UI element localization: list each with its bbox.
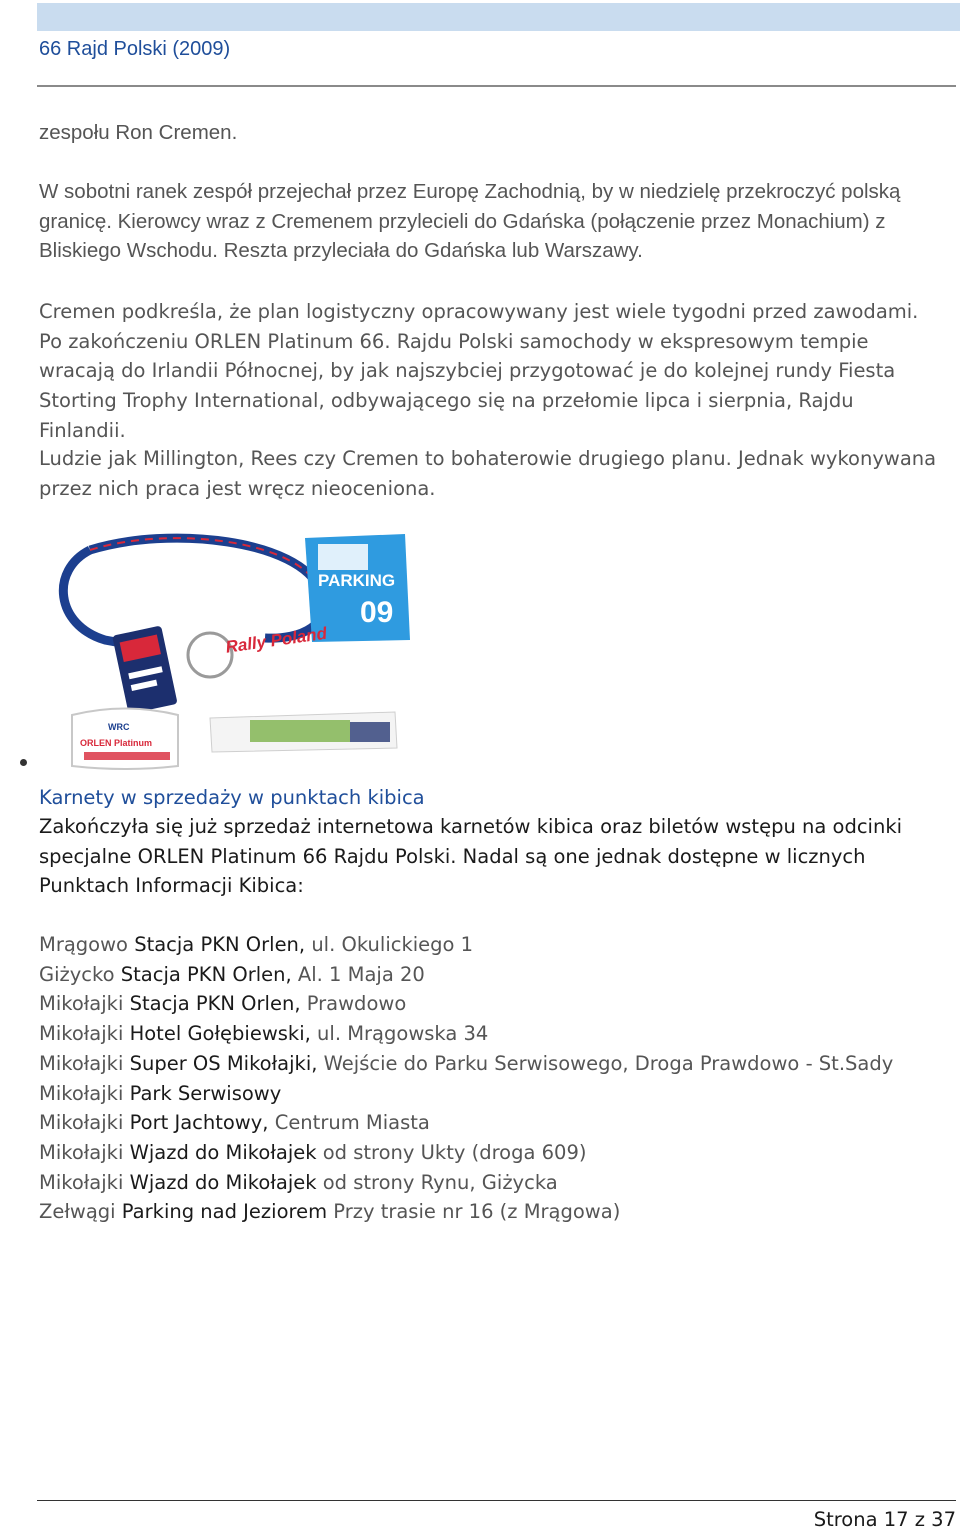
point-town: Mikołajki bbox=[39, 992, 130, 1016]
plate-badge: WRC bbox=[108, 722, 130, 732]
point-name: Park Serwisowy bbox=[129, 1081, 282, 1105]
list-item bbox=[39, 960, 893, 990]
point-town: Mikołajki bbox=[39, 1140, 130, 1164]
list-item bbox=[39, 1197, 893, 1227]
point-name: Stacja PKN Orlen, bbox=[120, 962, 292, 986]
list-item bbox=[39, 989, 893, 1019]
point-name: Hotel Gołębiewski, bbox=[129, 1022, 311, 1046]
point-detail: od strony Rynu, Giżycka bbox=[316, 1170, 558, 1194]
point-detail: ul. Okulickiego 1 bbox=[305, 933, 474, 956]
point-name: Port Jachtowy, bbox=[129, 1111, 269, 1135]
point-name: Wjazd do Mikołajek bbox=[129, 1140, 317, 1164]
point-detail: Wejście do Parku Serwisowego, Droga Prawdowo - St.Sady bbox=[317, 1051, 894, 1075]
point-detail: Al. 1 Maja 20 bbox=[291, 962, 425, 986]
point-detail: ul. Mrągowska 34 bbox=[310, 1022, 489, 1046]
point-town: Mikołajki bbox=[39, 1081, 130, 1105]
list-bullet bbox=[20, 759, 27, 766]
footer-divider bbox=[37, 1500, 956, 1501]
list-item bbox=[39, 1168, 893, 1198]
rally-banner bbox=[210, 712, 397, 752]
point-name: Stacja PKN Orlen, bbox=[129, 992, 301, 1016]
paragraph-team: zespołu Ron Cremen. bbox=[39, 121, 238, 144]
plate-series: ORLEN Platinum bbox=[80, 738, 153, 748]
point-town: Mikołajki bbox=[39, 1170, 130, 1194]
fan-info-points-list bbox=[39, 930, 893, 1227]
point-name: Super OS Mikołajki, bbox=[129, 1051, 318, 1075]
parking-number: 09 bbox=[360, 596, 394, 629]
point-town: Zełwągi bbox=[39, 1200, 122, 1224]
point-detail: Prawdowo bbox=[300, 992, 407, 1016]
rally-plate bbox=[72, 709, 178, 770]
paragraph-crew: Ludzie jak Millington, Rees czy Cremen to bohaterowie drugiego planu. Jednak wykonywana przez nich praca jest wręcz nieoceniona. bbox=[39, 447, 937, 500]
list-item bbox=[39, 1049, 893, 1079]
id-card bbox=[112, 625, 178, 714]
point-detail: od strony Ukty (droga 609) bbox=[316, 1140, 587, 1164]
tickets-heading[interactable]: Karnety w sprzedaży w punktach kibica bbox=[39, 786, 425, 809]
title-divider bbox=[37, 85, 956, 87]
point-name: Parking nad Jeziorem bbox=[121, 1200, 328, 1224]
list-item bbox=[39, 1108, 893, 1138]
lanyard-strap-back bbox=[90, 538, 324, 638]
paragraph-travel: W sobotni ranek zespół przejechał przez Europę Zachodnią, by w niedzielę przekroczyć polską granicę. Kierowcy wraz z Cremenem przylecieli do Gdańska (połączenie przez Monachium) z Bliskiego Wschodu. Reszta przyleciała do Gdańska lub Warszawy. bbox=[39, 180, 901, 263]
point-town: Mikołajki bbox=[39, 1051, 130, 1075]
parking-label: PARKING bbox=[318, 571, 396, 590]
list-item bbox=[39, 1138, 893, 1168]
tickets-description: Zakończyła się już sprzedaż internetowa karnetów kibica oraz biletów wstępu na odcinki specjalne ORLEN Platinum 66 Rajdu Polski. Nadal są one jednak dostępne w licznych Punktach Informacji Kibica: bbox=[39, 815, 903, 898]
rally-merchandise-image bbox=[50, 530, 422, 772]
page-title: 66 Rajd Polski (2009) bbox=[39, 38, 231, 60]
list-item bbox=[39, 1019, 893, 1049]
point-town: Mrągowo bbox=[39, 933, 135, 956]
list-item bbox=[39, 930, 893, 960]
point-town: Mikołajki bbox=[39, 1022, 130, 1046]
paragraph-logistics: Cremen podkreśla, że plan logistyczny opracowywany jest wiele tygodni przed zawodami. Po zakończeniu ORLEN Platinum 66. Rajdu Polski samochody w ekspresowym tempie wracają do Irlandii Północnej, by jak najszybciej przygotować je do kolejnej rundy Fiesta Storting Trophy International, odbywającego się na przełomie lipca i sierpnia, Rajdu Finlandii. bbox=[39, 300, 919, 442]
merchandise-illustration bbox=[50, 530, 422, 772]
point-detail: Przy trasie nr 16 (z Mrągowa) bbox=[327, 1200, 621, 1224]
point-town: Mikołajki bbox=[39, 1111, 130, 1135]
point-town: Giżycko bbox=[39, 962, 121, 986]
point-name: Wjazd do Mikołajek bbox=[129, 1170, 317, 1194]
rally-poland-logo: Rally Poland bbox=[224, 623, 329, 657]
header-bar bbox=[37, 3, 960, 31]
point-name: Stacja PKN Orlen, bbox=[134, 933, 306, 956]
point-detail: Centrum Miasta bbox=[268, 1111, 430, 1135]
page-number: Strona 17 z 37 bbox=[813, 1508, 956, 1531]
list-item bbox=[39, 1079, 893, 1109]
